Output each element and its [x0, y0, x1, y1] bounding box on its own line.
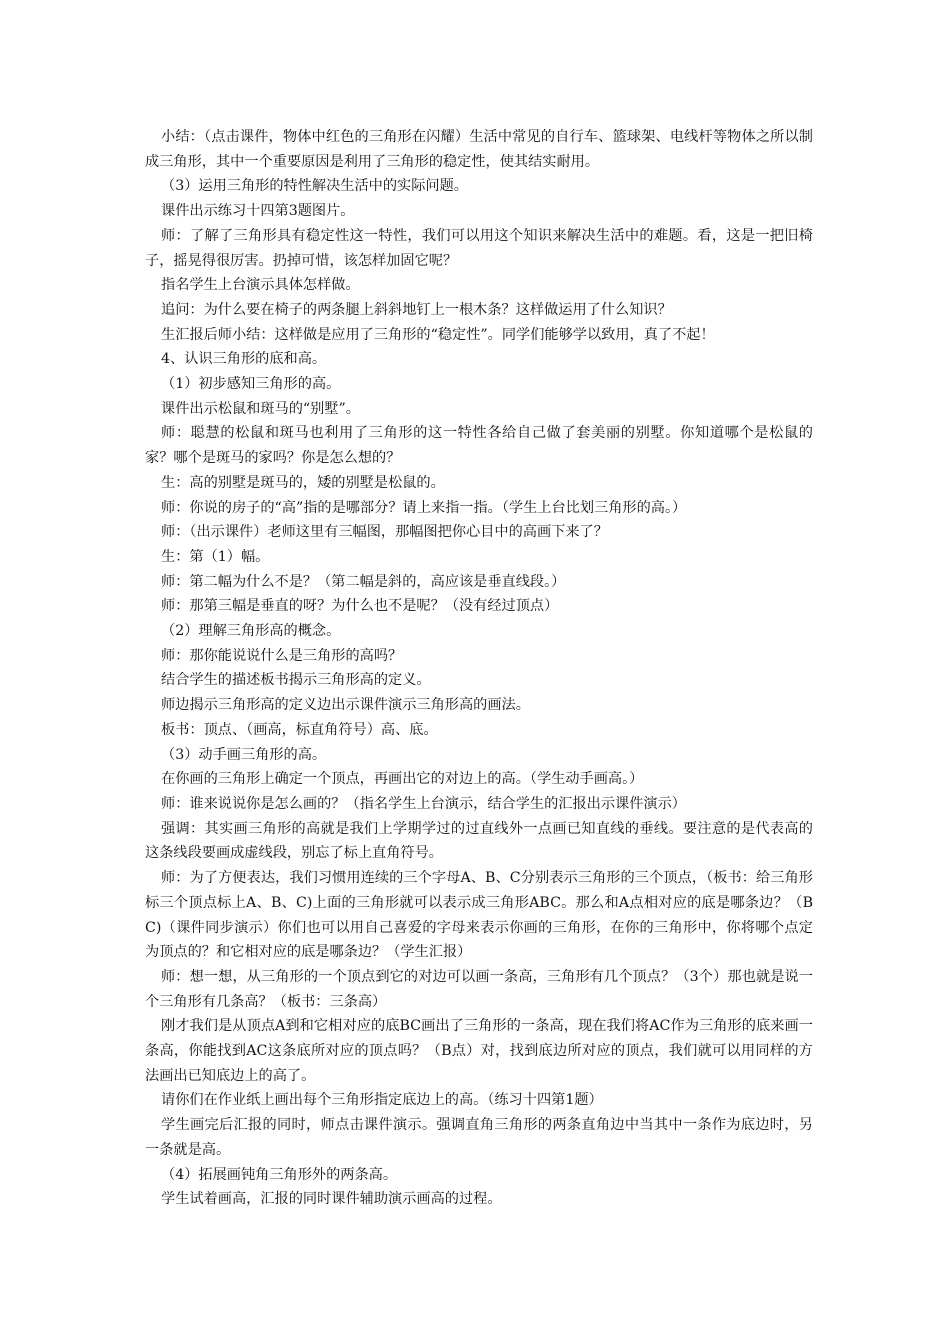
paragraph: 师边揭示三角形高的定义边出示课件演示三角形高的画法。	[161, 697, 530, 714]
section-heading-base-and-height: 4、认识三角形的底和高。	[161, 351, 327, 368]
paragraph: 生汇报后师小结：这样做是应用了三角形的“稳定性”。同学们能够学以致用，真了不起！	[161, 326, 715, 343]
paragraph: 板书：顶点、（画高，标直角符号）高、底。	[161, 721, 438, 738]
paragraph: 在你画的三角形上确定一个顶点，再画出它的对边上的高。（学生动手画高。）	[161, 771, 644, 788]
paragraph: 师：了解了三角形具有稳定性这一特性，我们可以用这个知识来解决生活中的难题。看，这是一把旧椅子，摇晃得很厉害。扔掉可惜，该怎样加固它呢？	[145, 227, 813, 269]
subsection-heading: （4）拓展画钝角三角形外的两条高。	[161, 1166, 398, 1183]
paragraph: 师：想一想，从三角形的一个顶点到它的对边可以画一条高，三角形有几个顶点？（3个）那也就是说一个三角形有几条高？（板书：三条高）	[145, 968, 813, 1010]
paragraph: 师：为了方便表达，我们习惯用连续的三个字母A、B、C分别表示三角形的三个顶点，（板书：给三角形标三个顶点标上A、B、C)上面的三角形就可以表示成三角形ABC。那么和A点相对应的底是哪条边？（BC)（课件同步演示）你们也可以用自己喜爱的字母来表示你画的三角形，在你的三角形中，你将哪个点定为顶点的？和它相对应的底是哪条边？（学生汇报）	[145, 870, 813, 961]
paragraph: 课件出示松鼠和斑马的“别墅”。	[161, 400, 360, 417]
paragraph: 请你们在作业纸上画出每个三角形指定底边上的高。（练习十四第1题）	[161, 1092, 603, 1109]
paragraph: 师：第二幅为什么不是？（第二幅是斜的，高应该是垂直线段。）	[161, 573, 566, 590]
paragraph: 刚才我们是从顶点A到和它相对应的底BC画出了三角形的一条高，现在我们将AC作为三角形的底来画一条高，你能找到AC这条底所对应的顶点吗？（B点）对，找到底边所对应的顶点，我们就可以用同样的方法画出已知底边上的高了。	[145, 1018, 813, 1084]
paragraph: 师：谁来说说你是怎么画的？（指名学生上台演示，结合学生的汇报出示课件演示）	[161, 795, 686, 812]
subsection-heading: （1）初步感知三角形的高。	[161, 376, 341, 393]
paragraph: 结合学生的描述板书揭示三角形高的定义。	[161, 672, 431, 689]
paragraph: 生：第（1）幅。	[161, 548, 270, 565]
paragraph: 学生试着画高，汇报的同时课件辅助演示画高的过程。	[161, 1191, 502, 1208]
paragraph: 师：那第三幅是垂直的呀？为什么也不是呢？（没有经过顶点）	[161, 598, 559, 615]
document-body	[145, 125, 813, 1212]
paragraph: 追问：为什么要在椅子的两条腿上斜斜地钉上一根木条？这样做运用了什么知识？	[161, 301, 672, 318]
subsection-heading: （2）理解三角形高的概念。	[161, 623, 341, 640]
paragraph: 学生画完后汇报的同时，师点击课件演示。强调直角三角形的两条直角边中当其中一条作为底边时，另一条就是高。	[145, 1117, 813, 1158]
subsection-heading: （3）动手画三角形的高。	[161, 746, 327, 763]
paragraph: 师：（出示课件）老师这里有三幅图，那幅图把你心目中的高画下来了？	[161, 524, 608, 541]
paragraph: 师：你说的房子的“高”指的是哪部分？请上来指一指。（学生上台比划三角形的高。）	[161, 499, 687, 516]
paragraph-step-3-heading: （3）运用三角形的特性解决生活中的实际问题。	[161, 178, 468, 195]
paragraph: 强调：其实画三角形的高就是我们上学期学过的过直线外一点画已知直线的垂线。要注意的是代表高的这条线段要画成虚线段，别忘了标上直角符号。	[145, 820, 813, 862]
paragraph: 指名学生上台演示具体怎样做。	[161, 277, 360, 294]
paragraph: 生：高的别墅是斑马的，矮的别墅是松鼠的。	[161, 474, 445, 491]
paragraph: 课件出示练习十四第3题图片。	[161, 203, 355, 220]
paragraph: 师：聪慧的松鼠和斑马也利用了三角形的这一特性各给自己做了套美丽的别墅。你知道哪个是松鼠的家？哪个是斑马的家吗？你是怎么想的？	[145, 425, 813, 467]
paragraph: 师：那你能说说什么是三角形的高吗？	[161, 647, 403, 664]
paragraph-summary-stability: 小结：（点击课件，物体中红色的三角形在闪耀）生活中常见的自行车、篮球架、电线杆等物体之所以制成三角形，其中一个重要原因是利用了三角形的稳定性，使其结实耐用。	[145, 129, 813, 170]
